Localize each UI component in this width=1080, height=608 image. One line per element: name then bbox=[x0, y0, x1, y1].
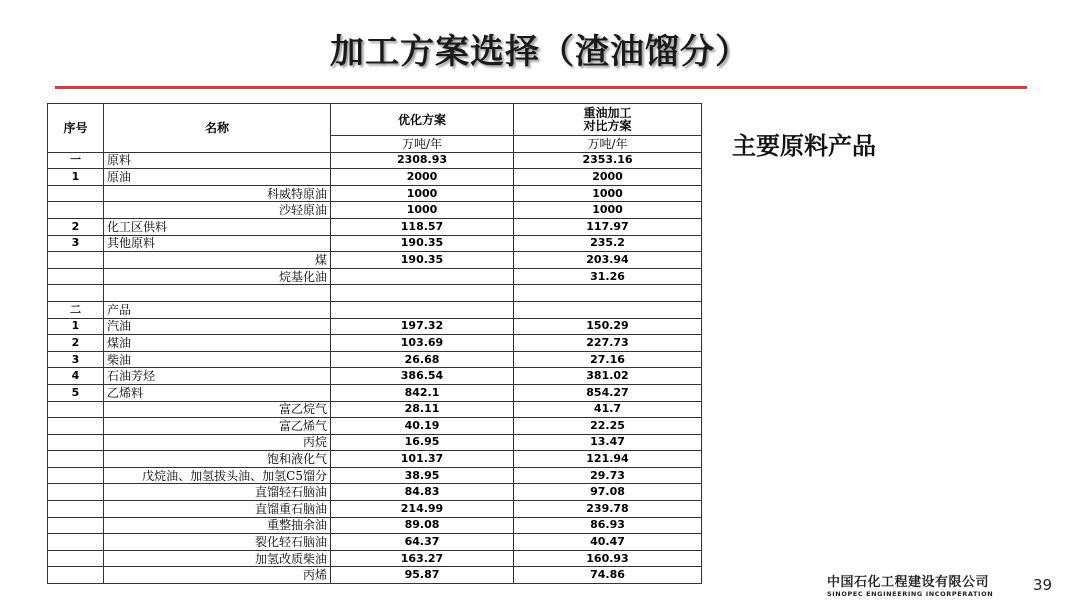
row-comparison-value: 2353.16 bbox=[514, 152, 702, 169]
row-name: 丙烯 bbox=[104, 567, 331, 584]
row-seq bbox=[48, 434, 104, 451]
table-row bbox=[48, 484, 702, 501]
row-name: 直馏重石脑油 bbox=[104, 501, 331, 518]
row-optimized-value: 163.27 bbox=[331, 550, 514, 567]
row-comparison-value: 41.7 bbox=[514, 401, 702, 418]
row-seq bbox=[48, 268, 104, 285]
data-table bbox=[47, 103, 702, 584]
table-row bbox=[48, 567, 702, 584]
row-seq: 一 bbox=[48, 152, 104, 169]
table-row bbox=[48, 517, 702, 534]
row-name: 沙轻原油 bbox=[104, 202, 331, 219]
row-optimized-value: 386.54 bbox=[331, 368, 514, 385]
table-row bbox=[48, 285, 702, 302]
row-seq bbox=[48, 185, 104, 202]
row-name: 富乙烷气 bbox=[104, 401, 331, 418]
row-name: 重整抽余油 bbox=[104, 517, 331, 534]
row-optimized-value: 1000 bbox=[331, 185, 514, 202]
row-comparison-value: 97.08 bbox=[514, 484, 702, 501]
row-seq bbox=[48, 451, 104, 468]
row-name: 烷基化油 bbox=[104, 268, 331, 285]
row-name: 丙烷 bbox=[104, 434, 331, 451]
row-seq bbox=[48, 285, 104, 302]
row-comparison-value: 854.27 bbox=[514, 384, 702, 401]
row-comparison-value: 203.94 bbox=[514, 252, 702, 269]
row-optimized-value: 40.19 bbox=[331, 418, 514, 435]
row-name: 汽油 bbox=[104, 318, 331, 335]
row-comparison-value: 86.93 bbox=[514, 517, 702, 534]
row-comparison-value bbox=[514, 301, 702, 318]
table-row bbox=[48, 169, 702, 186]
row-seq bbox=[48, 467, 104, 484]
row-comparison-value: 150.29 bbox=[514, 318, 702, 335]
row-optimized-value: 84.83 bbox=[331, 484, 514, 501]
unit-optimized: 万吨/年 bbox=[331, 136, 514, 153]
row-optimized-value: 38.95 bbox=[331, 467, 514, 484]
table-row bbox=[48, 550, 702, 567]
row-seq bbox=[48, 567, 104, 584]
table-row bbox=[48, 318, 702, 335]
row-seq bbox=[48, 517, 104, 534]
table-row bbox=[48, 401, 702, 418]
row-optimized-value: 16.95 bbox=[331, 434, 514, 451]
table-header-row bbox=[48, 104, 702, 136]
row-optimized-value: 190.35 bbox=[331, 252, 514, 269]
row-name: 原料 bbox=[104, 152, 331, 169]
row-comparison-value: 31.26 bbox=[514, 268, 702, 285]
row-seq bbox=[48, 534, 104, 551]
row-seq bbox=[48, 484, 104, 501]
row-comparison-value: 121.94 bbox=[514, 451, 702, 468]
row-name: 柴油 bbox=[104, 351, 331, 368]
row-name: 煤 bbox=[104, 252, 331, 269]
row-optimized-value: 1000 bbox=[331, 202, 514, 219]
row-comparison-value: 117.97 bbox=[514, 218, 702, 235]
table-row bbox=[48, 384, 702, 401]
row-seq: 5 bbox=[48, 384, 104, 401]
table-row bbox=[48, 501, 702, 518]
row-optimized-value: 26.68 bbox=[331, 351, 514, 368]
table-row bbox=[48, 202, 702, 219]
row-optimized-value: 842.1 bbox=[331, 384, 514, 401]
row-optimized-value: 28.11 bbox=[331, 401, 514, 418]
row-seq: 2 bbox=[48, 218, 104, 235]
row-optimized-value: 2308.93 bbox=[331, 152, 514, 169]
row-optimized-value: 2000 bbox=[331, 169, 514, 186]
table-row bbox=[48, 152, 702, 169]
row-comparison-value: 1000 bbox=[514, 185, 702, 202]
row-seq: 4 bbox=[48, 368, 104, 385]
table-row bbox=[48, 218, 702, 235]
row-seq bbox=[48, 252, 104, 269]
row-seq: 二 bbox=[48, 301, 104, 318]
row-optimized-value: 103.69 bbox=[331, 335, 514, 352]
table-row bbox=[48, 467, 702, 484]
row-comparison-value bbox=[514, 285, 702, 302]
table-row bbox=[48, 268, 702, 285]
row-name: 乙烯料 bbox=[104, 384, 331, 401]
row-seq: 3 bbox=[48, 351, 104, 368]
row-optimized-value: 190.35 bbox=[331, 235, 514, 252]
row-seq bbox=[48, 501, 104, 518]
header-seq: 序号 bbox=[48, 104, 104, 153]
row-seq bbox=[48, 202, 104, 219]
company-logo bbox=[827, 576, 1017, 598]
row-comparison-value: 235.2 bbox=[514, 235, 702, 252]
row-name: 煤油 bbox=[104, 335, 331, 352]
table-row bbox=[48, 451, 702, 468]
page-number: 39 bbox=[1033, 576, 1053, 594]
row-seq bbox=[48, 418, 104, 435]
row-name: 化工区供料 bbox=[104, 218, 331, 235]
row-comparison-value: 1000 bbox=[514, 202, 702, 219]
row-comparison-value: 227.73 bbox=[514, 335, 702, 352]
row-comparison-value: 22.25 bbox=[514, 418, 702, 435]
table-row bbox=[48, 434, 702, 451]
table-row bbox=[48, 351, 702, 368]
row-comparison-value: 239.78 bbox=[514, 501, 702, 518]
row-seq: 1 bbox=[48, 318, 104, 335]
table-row bbox=[48, 185, 702, 202]
row-name: 加氢改质柴油 bbox=[104, 550, 331, 567]
page-title: 加工方案选择（渣油馏分） bbox=[330, 32, 750, 72]
company-name-cn: 中国石化工程建设有限公司 bbox=[827, 575, 990, 590]
title-divider bbox=[55, 86, 1027, 89]
row-optimized-value: 214.99 bbox=[331, 501, 514, 518]
row-name: 直馏轻石脑油 bbox=[104, 484, 331, 501]
row-optimized-value bbox=[331, 268, 514, 285]
row-comparison-value: 29.73 bbox=[514, 467, 702, 484]
row-seq: 3 bbox=[48, 235, 104, 252]
data-table-container bbox=[47, 103, 701, 584]
row-comparison-value: 381.02 bbox=[514, 368, 702, 385]
row-seq: 2 bbox=[48, 335, 104, 352]
row-comparison-value: 27.16 bbox=[514, 351, 702, 368]
side-label: 主要原料产品 bbox=[732, 132, 876, 160]
row-seq: 1 bbox=[48, 169, 104, 186]
row-name: 戊烷油、加氢拔头油、加氢C5馏分 bbox=[104, 467, 331, 484]
row-comparison-value: 160.93 bbox=[514, 550, 702, 567]
row-comparison-value: 2000 bbox=[514, 169, 702, 186]
row-name: 科威特原油 bbox=[104, 185, 331, 202]
table-row bbox=[48, 235, 702, 252]
row-optimized-value: 101.37 bbox=[331, 451, 514, 468]
row-optimized-value: 64.37 bbox=[331, 534, 514, 551]
row-name: 其他原料 bbox=[104, 235, 331, 252]
row-optimized-value: 89.08 bbox=[331, 517, 514, 534]
row-seq bbox=[48, 401, 104, 418]
row-name bbox=[104, 285, 331, 302]
row-name: 产品 bbox=[104, 301, 331, 318]
table-row bbox=[48, 368, 702, 385]
row-optimized-value bbox=[331, 301, 514, 318]
header-name: 名称 bbox=[104, 104, 331, 153]
table-row bbox=[48, 252, 702, 269]
row-name: 富乙烯气 bbox=[104, 418, 331, 435]
row-optimized-value: 95.87 bbox=[331, 567, 514, 584]
header-comparison: 重油加工 对比方案 bbox=[514, 104, 702, 136]
row-name: 原油 bbox=[104, 169, 331, 186]
header-optimized: 优化方案 bbox=[331, 104, 514, 136]
row-optimized-value bbox=[331, 285, 514, 302]
unit-comparison: 万吨/年 bbox=[514, 136, 702, 153]
row-name: 石油芳烃 bbox=[104, 368, 331, 385]
row-comparison-value: 40.47 bbox=[514, 534, 702, 551]
row-optimized-value: 118.57 bbox=[331, 218, 514, 235]
table-row bbox=[48, 534, 702, 551]
table-row bbox=[48, 335, 702, 352]
company-name-en: SINOPEC ENGINEERING INCORPERATION bbox=[827, 590, 994, 598]
row-comparison-value: 13.47 bbox=[514, 434, 702, 451]
table-row bbox=[48, 418, 702, 435]
row-seq bbox=[48, 550, 104, 567]
table-row bbox=[48, 301, 702, 318]
row-name: 饱和液化气 bbox=[104, 451, 331, 468]
row-name: 裂化轻石脑油 bbox=[104, 534, 331, 551]
row-comparison-value: 74.86 bbox=[514, 567, 702, 584]
row-optimized-value: 197.32 bbox=[331, 318, 514, 335]
